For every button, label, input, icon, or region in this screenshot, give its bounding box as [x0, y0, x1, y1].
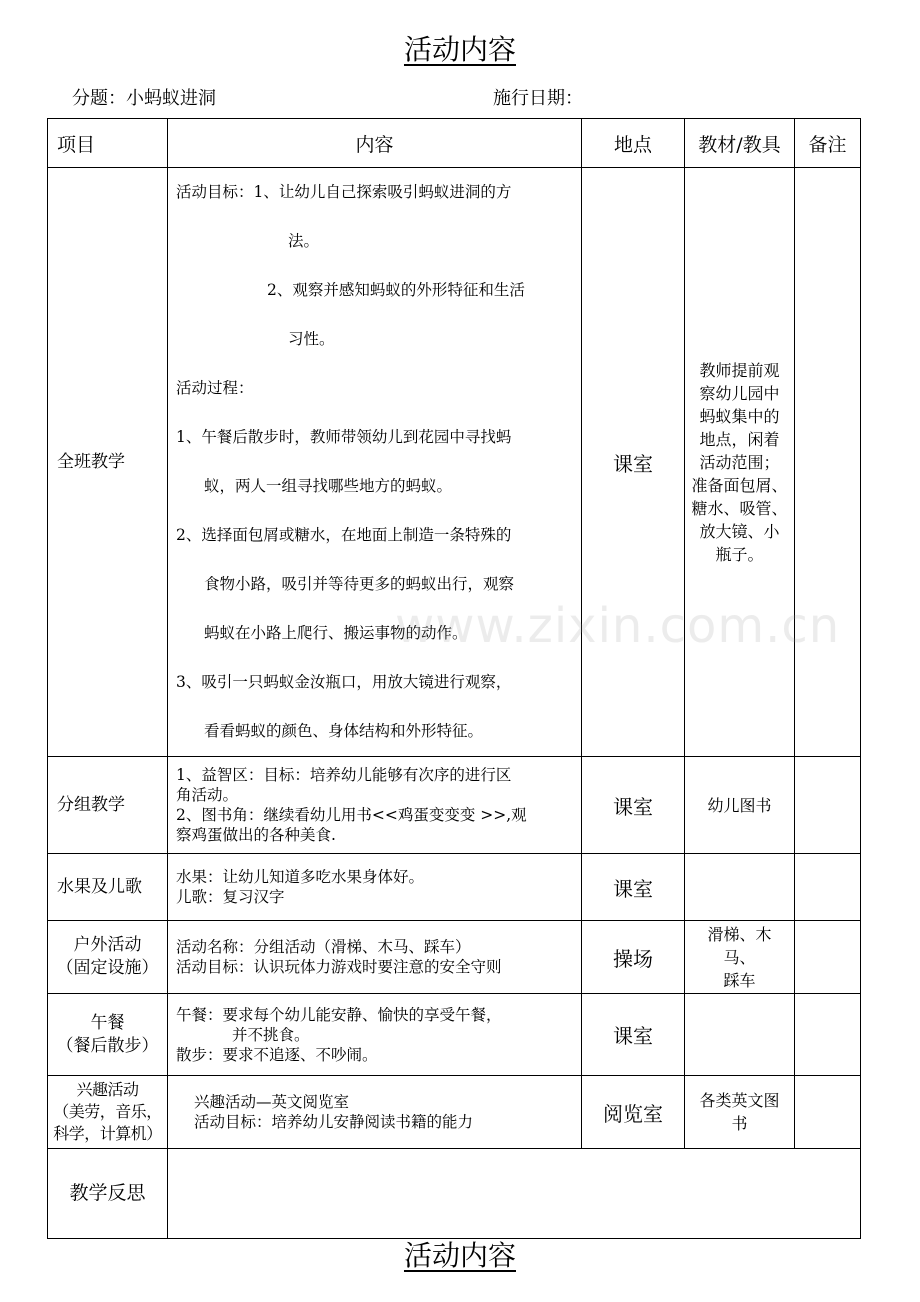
materials-line: 瓶子。 [715, 544, 764, 564]
reflection-cell[interactable] [168, 1149, 861, 1239]
materials-cell [685, 1076, 795, 1149]
header-place: 地点 [582, 119, 685, 168]
content-line: 水果：让幼儿知道多吃水果身体好。 [176, 868, 425, 886]
content-line: 2、图书角：继续看幼儿用书<<鸡蛋变变变 >>,观 [176, 806, 527, 824]
materials-line: 准备面包屑、 [691, 475, 788, 495]
place-cell: 课室 [582, 994, 685, 1076]
category-cell [48, 994, 168, 1076]
materials-line: 踩车 [723, 970, 756, 990]
table-row [48, 994, 861, 1076]
materials-line: 教师提前观 [699, 360, 780, 380]
content-line: 活动目标：认识玩体力游戏时要注意的安全守则 [176, 958, 502, 976]
materials-cell [685, 854, 795, 921]
goal-text: 习性。 [288, 330, 335, 348]
step-text: 蚂蚁在小路上爬行、搬运事物的动作。 [204, 624, 468, 642]
content-cell [168, 921, 582, 994]
watermark: www.zixin.com.cn [395, 598, 841, 654]
table-row [48, 168, 861, 757]
note-cell [795, 854, 861, 921]
table-row [48, 757, 861, 854]
note-cell [795, 921, 861, 994]
place-cell: 阅览室 [582, 1076, 685, 1149]
materials-line: 书 [731, 1114, 748, 1133]
content-line: 活动名称：分组活动（滑梯、木马、踩车） [176, 938, 471, 956]
category-line: （美劳，音乐， [53, 1102, 162, 1121]
materials-line: 放大镜、小 [699, 521, 780, 541]
content-line: 角活动。 [176, 786, 239, 804]
step-text: 2、选择面包屑或糖水，在地面上制造一条特殊的 [176, 526, 512, 544]
place-cell: 操场 [582, 921, 685, 994]
goals-label: 活动目标： [176, 183, 254, 201]
step-text: 食物小路，吸引并等待更多的蚂蚁出行，观察 [204, 575, 515, 593]
step-text: 看看蚂蚁的颜色、身体结构和外形特征。 [204, 722, 484, 740]
page-title: 活动内容 [403, 33, 516, 66]
header-materials: 教材/教具 [685, 119, 795, 168]
note-cell [795, 994, 861, 1076]
materials-line: 各类英文图 [699, 1091, 780, 1110]
category-line: （餐后散步） [56, 1035, 159, 1056]
table-row [48, 1076, 861, 1149]
header-note: 备注 [795, 119, 861, 168]
date-label: 施行日期： [493, 88, 583, 109]
materials-line: 察幼儿园中 [699, 383, 780, 403]
category-cell: 全班教学 [48, 168, 168, 757]
content-line: 兴趣活动—英文阅览室 [194, 1093, 350, 1111]
materials-line: 滑梯、木 [707, 924, 772, 944]
materials-cell [685, 168, 795, 757]
goal-text: 法。 [288, 232, 320, 250]
table-row [48, 854, 861, 921]
note-cell [795, 168, 861, 757]
table-row [48, 921, 861, 994]
materials-line: 活动范围； [699, 452, 780, 472]
goal-text: 1、让幼儿自己探索吸引蚂蚁进洞的方 [253, 183, 512, 201]
content-cell [168, 757, 582, 854]
materials-line: 糖水、吸管、 [691, 498, 788, 518]
header-content: 内容 [168, 119, 582, 168]
content-cell [168, 1076, 582, 1149]
table-row [48, 1149, 861, 1239]
materials-cell [685, 921, 795, 994]
date-line [493, 84, 583, 110]
content-cell [168, 168, 582, 757]
content-line: 察鸡蛋做出的各种美食. [176, 826, 336, 844]
process-label: 活动过程： [176, 379, 254, 397]
category-line: 户外活动 [73, 935, 142, 955]
category-line: 科学，计算机） [53, 1124, 162, 1143]
content-cell [168, 854, 582, 921]
place-cell: 课室 [582, 168, 685, 757]
step-text: 1、午餐后散步时，教师带领幼儿到花园中寻找蚂 [176, 428, 512, 446]
content-line: 儿歌：复习汉字 [176, 888, 285, 906]
goal-text: 2、观察并感知蚂蚁的外形特征和生活 [267, 281, 525, 299]
materials-line: 马、 [723, 947, 756, 967]
content-line: 活动目标：培养幼儿安静阅读书籍的能力 [194, 1113, 474, 1131]
topic-value: 小蚂蚁进洞 [126, 88, 216, 109]
page-title-next: 活动内容 [403, 1239, 516, 1272]
category-cell: 分组教学 [48, 757, 168, 854]
category-line: 兴趣活动 [76, 1080, 139, 1099]
category-cell [48, 1076, 168, 1149]
note-cell [795, 1076, 861, 1149]
category-line: （固定设施） [56, 958, 159, 978]
materials-cell [685, 994, 795, 1076]
content-line: 午餐：要求每个幼儿能安静、愉快的享受午餐， [176, 1005, 502, 1024]
place-cell: 课室 [582, 854, 685, 921]
materials-line: 地点，闲着 [699, 429, 780, 449]
step-text: 蚁，两人一组寻找哪些地方的蚂蚁。 [204, 477, 453, 495]
step-text: 3、吸引一只蚂蚁金汝瓶口，用放大镜进行观察， [176, 673, 512, 691]
activity-table [47, 118, 861, 1239]
content-line: 1、益智区：目标：培养幼儿能够有次序的进行区 [176, 766, 512, 784]
content-line: 并不挑食。 [232, 1025, 310, 1044]
materials-cell: 幼儿图书 [685, 757, 795, 854]
category-cell: 水果及儿歌 [48, 854, 168, 921]
category-cell: 教学反思 [48, 1149, 168, 1239]
topic-line [72, 84, 216, 110]
topic-label: 分题： [72, 88, 126, 109]
materials-line: 蚂蚁集中的 [699, 406, 780, 426]
goals-line [176, 168, 573, 217]
header-row [48, 119, 861, 168]
content-line: 散步：要求不追逐、不吵闹。 [176, 1045, 378, 1064]
content-cell [168, 994, 582, 1076]
header-item: 项目 [48, 119, 168, 168]
category-line: 午餐 [90, 1012, 125, 1033]
note-cell [795, 757, 861, 854]
place-cell: 课室 [582, 757, 685, 854]
category-cell [48, 921, 168, 994]
